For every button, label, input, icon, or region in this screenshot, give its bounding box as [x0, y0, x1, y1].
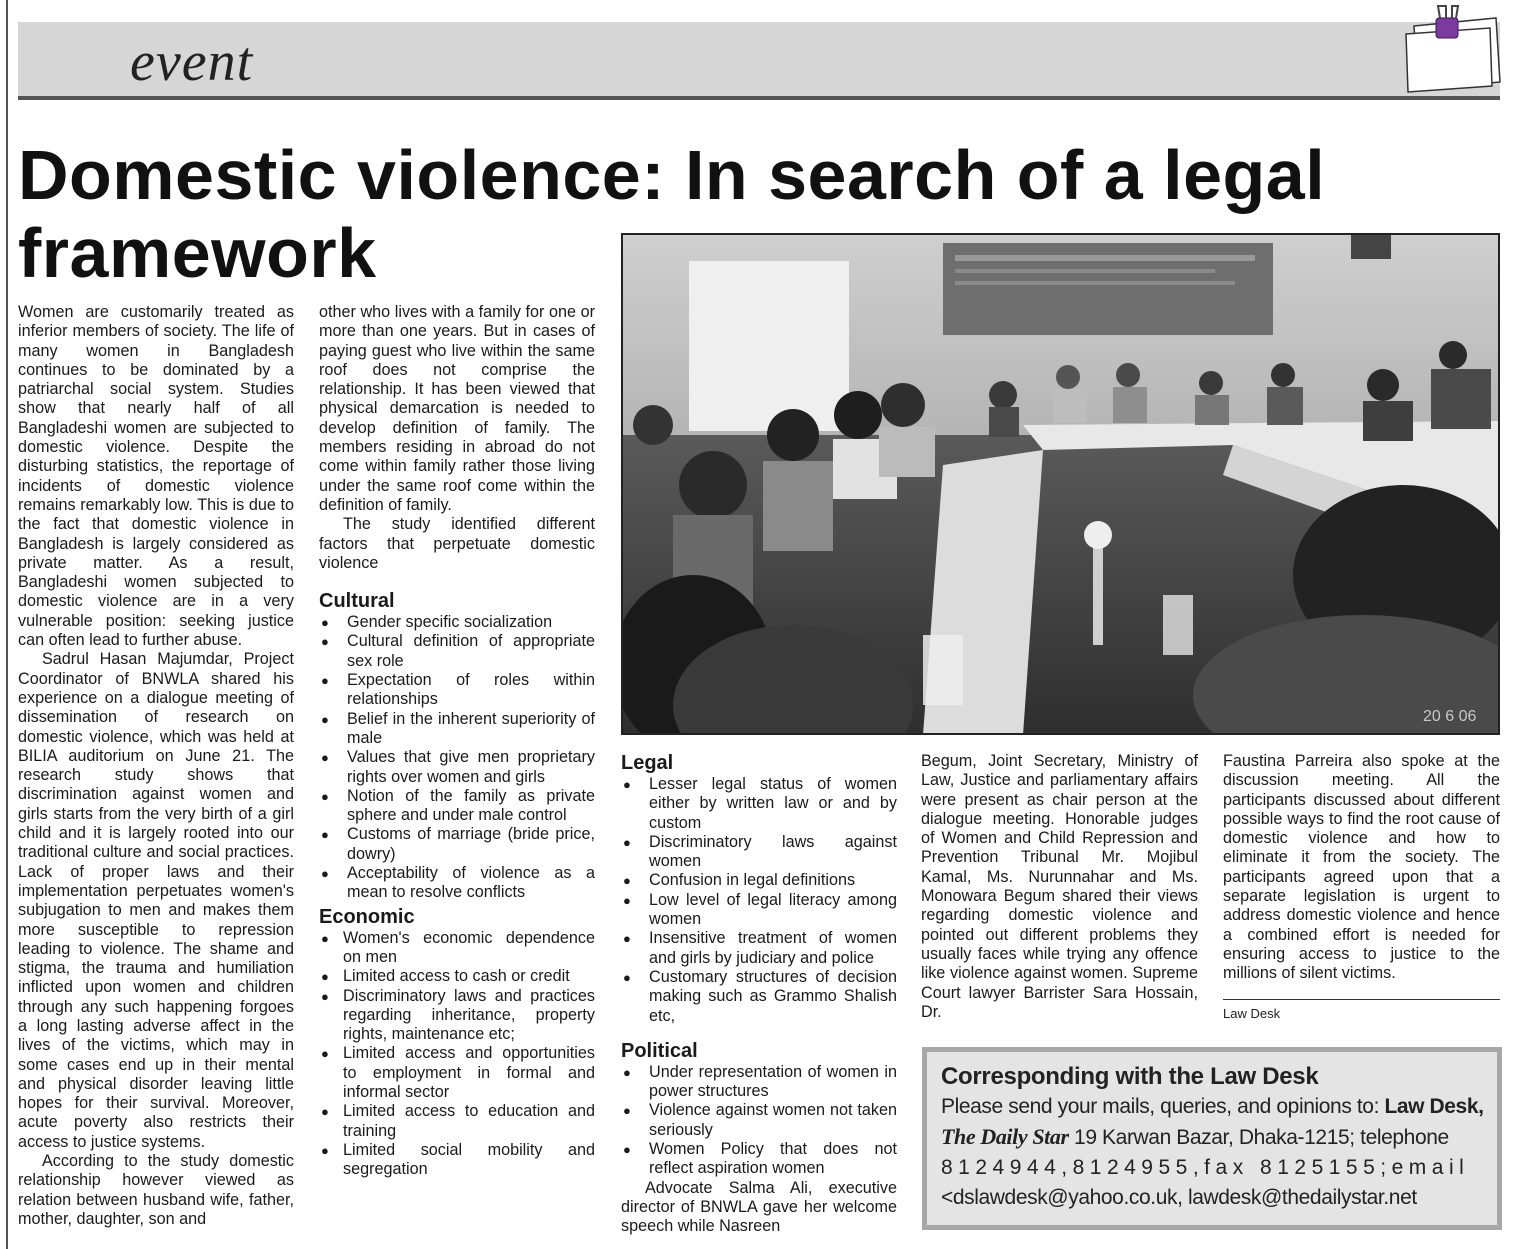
subheading-cultural: Cultural: [319, 590, 395, 613]
list-item: ● Notion of the family as private sphere and under male control: [319, 787, 595, 826]
contact-line-1: [941, 1092, 1483, 1122]
article-paragraph: Begum, Joint Secretary, Ministry of Law, Justice and parliamentary affairs were present as chair person at the dialogue meeting. Honorable judges of Women and Child Repression and Prevention Tribunal Mr. Mojibul Kamal, Ms. Nurunnahar and Ms. Monowara Begum shared their views regarding domestic violence and pointed out different problems they usually faces while trying any offence like violence against women. Supreme Court lawyer Barrister Sara Hossain, Dr.: [921, 752, 1198, 1021]
contact-line-2: [941, 1122, 1483, 1153]
article-column-1: [18, 303, 294, 1229]
dialogue-meeting-photo-image: [623, 235, 1500, 735]
list-item: ● Limited access to cash or credit: [319, 967, 595, 986]
article-column-5: [1223, 752, 1500, 984]
legal-factors-list: [621, 775, 897, 1026]
article-paragraph: According to the study domestic relationship however viewed as relation between husband wife, father, mother, daughter, son and: [18, 1152, 294, 1228]
page-edge-rule: [6, 0, 8, 1249]
list-item: ● Gender specific socialization: [319, 613, 595, 632]
list-item: ● Expectation of roles within relationships: [319, 671, 595, 710]
list-item: ● Limited access to education and training: [319, 1102, 595, 1141]
contact-phone-fax: 8124944,8124955,fax 8125155;email: [941, 1156, 1470, 1179]
article-paragraph: Advocate Salma Ali, executive director of BNWLA gave her welcome speech while Nasreen: [621, 1178, 897, 1236]
photo-date-stamp: 20 6 06: [1423, 708, 1477, 725]
list-item: ● Limited access and opportunities to employment in formal and informal sector: [319, 1044, 595, 1102]
subheading-economic: Economic: [319, 905, 415, 928]
list-item: ● Customs of marriage (bride price, dowry): [319, 825, 595, 864]
article-paragraph: Women are customarily treated as inferior members of society. The life of many women in Bangladesh continues to be dominated by a patriarchal social system. Studies show that nearly half of all Bangladeshi women are subjected to domestic violence. Despite the disturbing statistics, the reportage of incidents of domestic violence remains remarkably low. This is due to the fact that domestic violence in Bangladesh is largely considered as private matter. As a result, Bangladeshi women subjected to domestic violence are in a very vulnerable position: seeking justice can often lead to further abuse.: [18, 303, 294, 650]
subheading-legal: Legal: [621, 752, 674, 774]
contact-law-desk: Law Desk,: [1384, 1095, 1484, 1118]
list-item: ● Under representation of women in power structures: [621, 1063, 897, 1102]
economic-factors-list: [319, 929, 595, 1180]
list-item: ● Belief in the inherent superiority of male: [319, 710, 595, 749]
contact-title: Corresponding with the Law Desk: [941, 1063, 1319, 1090]
article-paragraph: The study identified different factors that perpetuate domestic violence: [319, 515, 595, 572]
section-label: event: [130, 31, 254, 93]
article-column-3: [621, 752, 897, 1237]
article-headline: Domestic violence: In search of a legal framework: [18, 136, 1326, 292]
byline-rule: [1223, 999, 1500, 1000]
contact-emails[interactable]: <dslawdesk@yahoo.co.uk, lawdesk@thedailystar.net: [941, 1186, 1417, 1209]
article-paragraph: Sadrul Hasan Majumdar, Project Coordinator of BNWLA shared his experience on a dialogue meeting of dissemination of research on domestic violence, which was held at BILIA auditorium on June 21. The research study shows that discrimination against women and girls starts from the very birth of a girl child and it is largely rooted into our traditional culture and social practices. Lack of proper laws and their implementation perpetuates women's subjugation to men and makes them more susceptible to repression leading to violence. The shame and stigma, the trauma and humiliation inflicted upon women and children through any such happening forgoes a long lasting adverse affect in the lives of the victims, which may in some cases end up in their mental and physical disorder leaving little hopes for their survival. Moreover, acute poverty also restricts their access to justice systems.: [18, 650, 294, 1151]
list-item: ● Insensitive treatment of women and girls by judiciary and police: [621, 929, 897, 968]
contact-address: 19 Karwan Bazar, Dhaka-1215; telephone: [1068, 1126, 1449, 1149]
binder-clip-notes-icon: [1400, 4, 1510, 96]
list-item: ● Women's economic dependence on men: [319, 929, 595, 968]
article-column-4: [921, 752, 1198, 1022]
list-item: ● Discriminatory laws and practices regarding inheritance, property rights, maintenance etc;: [319, 987, 595, 1045]
list-item: ● Cultural definition of appropriate sex role: [319, 632, 595, 671]
article-column-2: [319, 303, 595, 1179]
subheading-political: Political: [621, 1039, 698, 1062]
article-paragraph: other who lives with a family for one or more than one years. But in cases of paying guest who live within the same roof does not comprise the relationship. It has been viewed that physical demarcation is needed to develop definition of family. The members residing in abroad do not come within family rather those living under the same roof come within the definition of family.: [319, 303, 595, 514]
list-item: ● Low level of legal literacy among women: [621, 891, 897, 930]
section-header-rule: [18, 96, 1500, 100]
list-item: ● Limited social mobility and segregation: [319, 1141, 595, 1180]
newspaper-name-logo: The Daily Star: [941, 1124, 1069, 1149]
list-item: ● Acceptability of violence as a mean to resolve conflicts: [319, 864, 595, 903]
list-item: ● Values that give men proprietary rights over women and girls: [319, 748, 595, 787]
law-desk-contact-box: [922, 1047, 1502, 1230]
list-item: ● Customary structures of decision making such as Grammo Shalish etc,: [621, 968, 897, 1026]
list-item: ● Women Policy that does not reflect aspiration women: [621, 1140, 897, 1179]
list-item: ● Violence against women not taken seriously: [621, 1101, 897, 1140]
byline: Law Desk: [1223, 1006, 1281, 1021]
political-factors-list: [621, 1063, 897, 1179]
contact-text: Please send your mails, queries, and opinions to:: [941, 1095, 1385, 1118]
article-paragraph: Faustina Parreira also spoke at the discussion meeting. All the participants discussed about different possible ways to find the root cause of domestic violence and how to eliminate it from the society. The participants agreed upon that a separate legislation is urgent to address domestic violence and hence a combined effort is needed for ensuring access to justice to the millions of silent victims.: [1223, 752, 1500, 983]
list-item: ● Lesser legal status of women either by written law or and by custom: [621, 775, 897, 833]
event-photo: [621, 233, 1500, 735]
list-item: ● Discriminatory laws against women: [621, 833, 897, 872]
list-item: ● Confusion in legal definitions: [621, 871, 897, 890]
cultural-factors-list: [319, 613, 595, 902]
